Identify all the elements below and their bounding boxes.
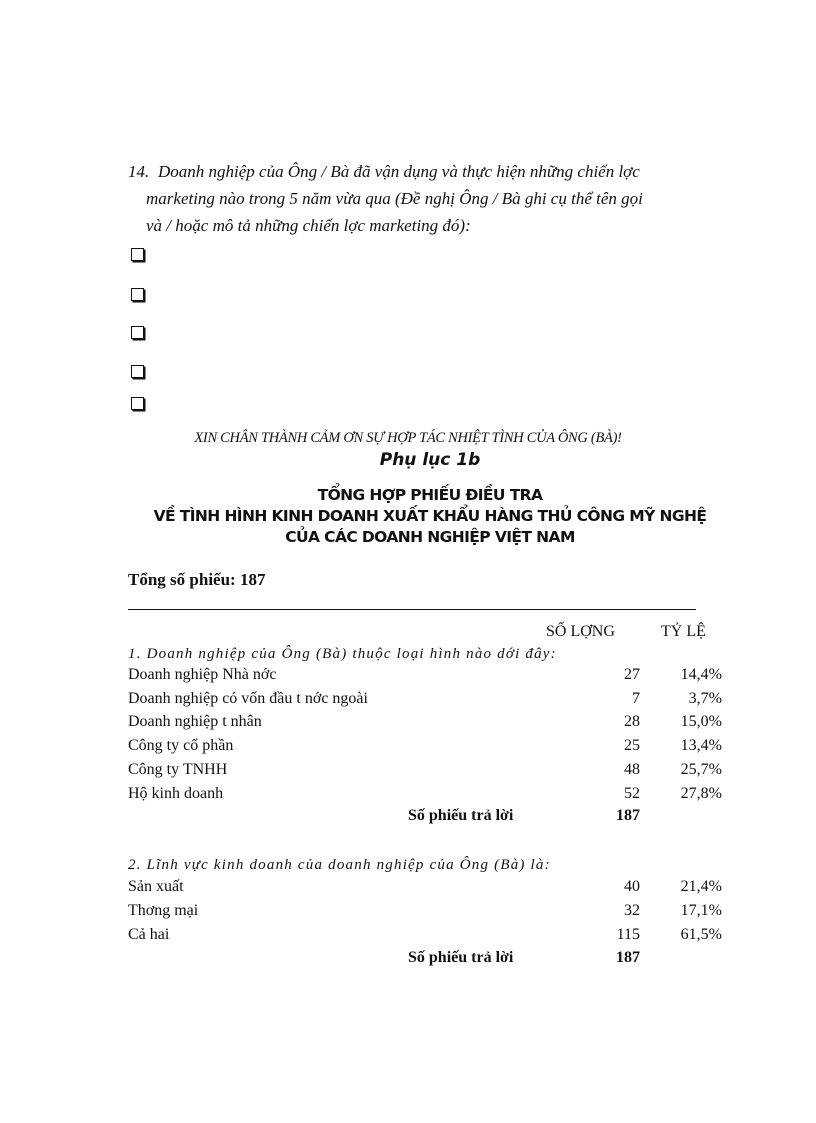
- row-count: 40: [624, 878, 640, 895]
- checkbox-2[interactable]: [131, 288, 144, 301]
- heading-line-1: TỔNG HỢP PHIẾU ĐIỀU TRA: [317, 486, 543, 504]
- row-label: Hộ kinh doanh: [128, 785, 224, 802]
- row-count: 25: [624, 737, 640, 754]
- checkbox-3[interactable]: [131, 326, 144, 339]
- heading-line-3: CỦA CÁC DOANH NGHIỆP VIỆT NAM: [285, 528, 575, 546]
- table-row: [128, 666, 722, 690]
- checkbox-1[interactable]: [131, 248, 144, 261]
- table-row: [128, 878, 722, 902]
- row-label: Doanh nghiệp t nhân: [128, 713, 262, 730]
- row-label: Doanh nghiệp Nhà nớc: [128, 666, 277, 683]
- table-row: [128, 926, 722, 950]
- row-percent: 14,4%: [680, 666, 722, 683]
- checkbox-5[interactable]: [131, 397, 144, 410]
- row-count: 52: [624, 785, 640, 802]
- divider-line: [128, 609, 696, 610]
- table-row: [128, 761, 722, 785]
- column-header-count: SỐ LỢNG: [546, 623, 615, 640]
- table-row: [128, 690, 722, 714]
- row-label: Thơng mại: [128, 902, 199, 919]
- total-forms: Tổng số phiếu: 187: [128, 570, 266, 589]
- question-line-2: marketing nào trong 5 năm vừa qua (Đề nghị Ông / Bà ghi cụ thể tên gọi: [146, 189, 643, 208]
- row-percent: 61,5%: [680, 926, 722, 943]
- row-percent: 25,7%: [680, 761, 722, 778]
- row-percent: 17,1%: [680, 902, 722, 919]
- total-label: Số phiếu trả lời: [408, 949, 514, 966]
- heading-line-2: VỀ TÌNH HÌNH KINH DOANH XUẤT KHẨU HÀNG THỦ CÔNG MỸ NGHỆ: [153, 507, 707, 525]
- section-2-title: 2. Lĩnh vực kinh doanh của doanh nghiệp của Ông (Bà) là:: [128, 857, 551, 873]
- row-count: 27: [624, 666, 640, 683]
- row-percent: 27,8%: [680, 785, 722, 802]
- row-label: Sản xuất: [128, 878, 184, 895]
- section-1-title: 1. Doanh nghiệp của Ông (Bà) thuộc loại hình nào dới đây:: [128, 646, 557, 662]
- row-count: 32: [624, 902, 640, 919]
- row-label: Cả hai: [128, 926, 170, 943]
- row-count: 28: [624, 713, 640, 730]
- survey-heading: [0, 485, 816, 548]
- row-count: 48: [624, 761, 640, 778]
- question-14: [128, 158, 738, 239]
- total-value: 187: [616, 807, 640, 824]
- question-number: 14.: [128, 162, 150, 181]
- row-label: Công ty TNHH: [128, 761, 228, 778]
- thank-you-note: XIN CHÂN THÀNH CẢM ƠN SỰ HỢP TÁC NHIỆT TÌNH CỦA ÔNG (BÀ)!: [194, 430, 622, 446]
- question-line-3: và / hoặc mô tả những chiến lợc marketing đó):: [146, 216, 471, 235]
- table-row: [128, 902, 722, 926]
- column-header-ratio: TỶ LỆ: [661, 623, 706, 640]
- table-row: [128, 713, 722, 737]
- row-count: 7: [632, 690, 640, 707]
- checkbox-4[interactable]: [131, 365, 144, 378]
- question-line-1: Doanh nghiệp của Ông / Bà đã vận dụng và thực hiện những chiến lợc: [158, 162, 640, 181]
- row-percent: 3,7%: [688, 690, 722, 707]
- row-label: Doanh nghiệp có vốn đầu t nớc ngoài: [128, 690, 368, 707]
- total-label: Số phiếu trả lời: [408, 807, 514, 824]
- row-percent: 13,4%: [680, 737, 722, 754]
- row-label: Công ty cổ phần: [128, 737, 234, 754]
- row-percent: 15,0%: [680, 713, 722, 730]
- row-percent: 21,4%: [680, 878, 722, 895]
- table-row: [128, 737, 722, 761]
- total-value: 187: [616, 949, 640, 966]
- table-row: [128, 785, 722, 809]
- row-count: 115: [616, 926, 640, 943]
- appendix-title: Phụ lục 1b: [379, 450, 481, 470]
